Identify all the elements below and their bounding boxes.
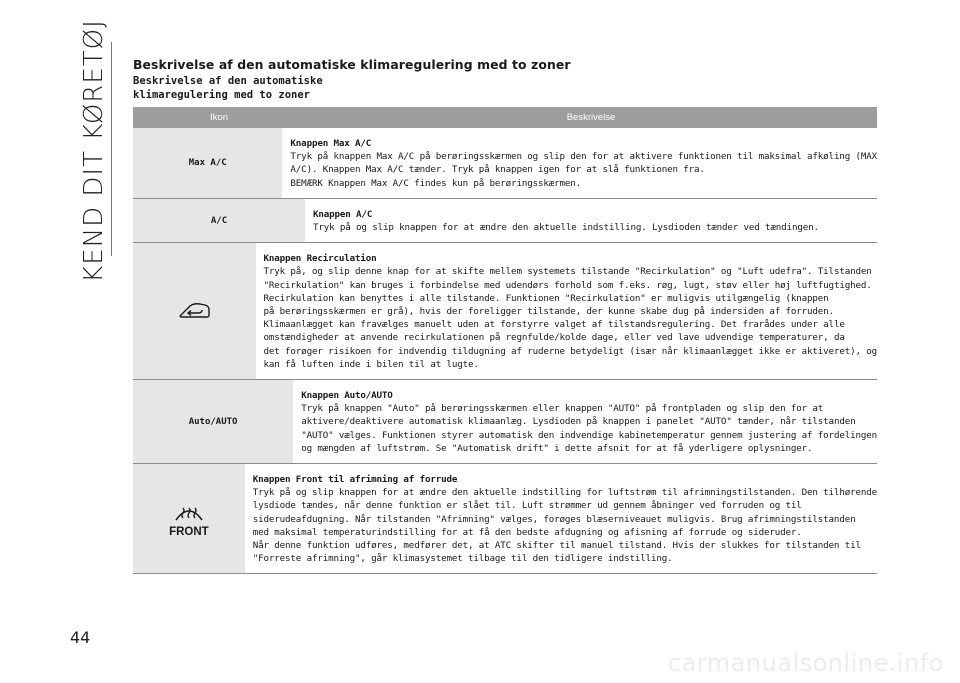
item-title: Knappen Front til afrimning af forrude <box>252 474 458 486</box>
item-title: Knappen Max A/C <box>290 138 372 149</box>
item-title: Knappen Auto/AUTO <box>301 390 393 402</box>
table-header <box>133 107 877 128</box>
description-line: siderudeafdugning. Når tilstanden "Afrimning" vælges, forøges blæserniveauet muligvis. Brug afrimningstilstanden <box>252 513 856 525</box>
header-icon: Ikon <box>210 112 228 123</box>
front-defrost-icon <box>174 500 204 522</box>
table-caption <box>133 74 353 102</box>
description-cell <box>245 464 877 573</box>
description-line: Tryk på, og slip denne knap for at skifte mellem systemets tilstande "Recirkulation" og "Luft udefra". Tilstanden <box>263 266 872 278</box>
description-line: kan få luften inde i bilen til at lugte. <box>263 358 479 370</box>
front-label: FRONT <box>169 525 209 538</box>
side-divider <box>111 42 112 256</box>
description-cell <box>305 199 877 242</box>
recirculation-icon <box>174 300 214 322</box>
description-cell <box>293 380 877 463</box>
icon-cell <box>133 243 256 379</box>
description-line: A/C). Knappen Max A/C tænder. Tryk på knappen igen for at slå funktionen fra. <box>290 164 705 176</box>
description-line: Klimaanlægget kan fravælges manuelt uden at forstyrre valget af tilstandsregulering. Det frarådes under alle <box>263 319 845 331</box>
description-line: omstændigheder at anvende recirkulationen på regnfulde/kolde dage, eller ved lave udvendige temperaturer, da <box>263 332 845 344</box>
description-line: aktivere/deaktivere automatisk klimaanlæg. Lysdioden på knappen i panelet "AUTO" tænder, når tilstanden <box>301 416 856 428</box>
description-line: det forøger risikoen for indvendig tildugning af ruderne betydeligt (især når klimaanlægget ikke er aktiveret), og <box>263 345 877 357</box>
description-line: med maksimal temperaturindstilling for at få den bedste afdugning og afisning af forrude og sideruder. <box>252 526 802 538</box>
side-section-title: KEND DIT KØRETØJ <box>79 19 109 283</box>
icon-cell <box>133 464 245 573</box>
description-line: Når denne funktion udføres, medfører det, at ATC skifter til manuel tilstand. Hvis der slukkes for tilstanden til <box>252 540 861 552</box>
description-line: Tryk på knappen "Auto" på berøringsskærmen eller knappen "AUTO" på frontpladen og slip den for at <box>301 403 824 415</box>
page-heading: Beskrivelse af den automatiske klimaregulering med to zoner <box>133 57 571 72</box>
table-row <box>133 464 877 574</box>
description-line: og mængden af luftstrøm. Se "Automatisk drift" i dette afsnit for at få yderligere oplysninger. <box>301 442 813 454</box>
description-line: "AUTO" vælges. Funktionen styrer automatisk den indvendige kabinetemperatur gennem justering af fordelingen <box>301 429 877 441</box>
max-ac-icon: Max A/C <box>188 157 227 168</box>
description-line: på berøringsskærmen er grå), hvis der foreligger tilstande, der kunne skabe dug på indersiden af forruden. <box>263 306 834 318</box>
description-line: "Recirkulation" kan bruges i forbindelse med udendørs forhold som f.eks. røg, lugt, støv eller høj luftfugtighed. <box>263 279 872 291</box>
ac-icon: A/C <box>210 215 228 226</box>
description-cell <box>256 243 877 379</box>
description-line: BEMÆRK Knappen Max A/C findes kun på berøringsskærmen. <box>290 177 582 189</box>
table-row <box>133 199 877 243</box>
description-line: lysdiode tændes, når denne funktion er slået til. Luft strømmer ud gennem åbninger ved forruden og til <box>252 500 802 512</box>
climate-controls-table <box>133 107 877 574</box>
table-row <box>133 243 877 380</box>
table-row <box>133 128 877 199</box>
table-caption-line: klimaregulering med to zoner <box>133 89 311 101</box>
icon-cell <box>133 199 305 242</box>
description-line: "Forreste afrimning", går klimasystemet tilbage til den tidligere indstilling. <box>252 553 673 565</box>
icon-cell <box>133 128 282 198</box>
description-line: Tryk på og slip knappen for at ændre den aktuelle indstilling for luftstrøm til afrimningstilstanden. Den tilhørende <box>252 487 877 499</box>
description-line: Tryk på og slip knappen for at ændre den aktuelle indstilling. Lysdioden tænder ved tændingen. <box>313 222 819 234</box>
description-line: Tryk på knappen Max A/C på berøringsskærmen og slip den for at aktivere funktionen til maksimal afkøling (MAX <box>290 151 877 163</box>
item-title: Knappen A/C <box>313 208 373 220</box>
header-description: Beskrivelse <box>566 112 616 123</box>
watermark: carmanualsonline.info <box>667 649 944 677</box>
item-title: Knappen Recirculation <box>263 253 377 265</box>
icon-cell <box>133 380 293 463</box>
description-line: Recirkulation kan benyttes i alle tilstande. Funktionen "Recirkulation" er muligvis utilgængelig (knappen <box>263 292 829 304</box>
page-number: 44 <box>70 628 91 647</box>
table-caption-line: Beskrivelse af den automatiske <box>133 75 323 87</box>
auto-icon: Auto/AUTO <box>188 416 238 427</box>
table-row <box>133 380 877 464</box>
description-cell <box>282 128 877 198</box>
